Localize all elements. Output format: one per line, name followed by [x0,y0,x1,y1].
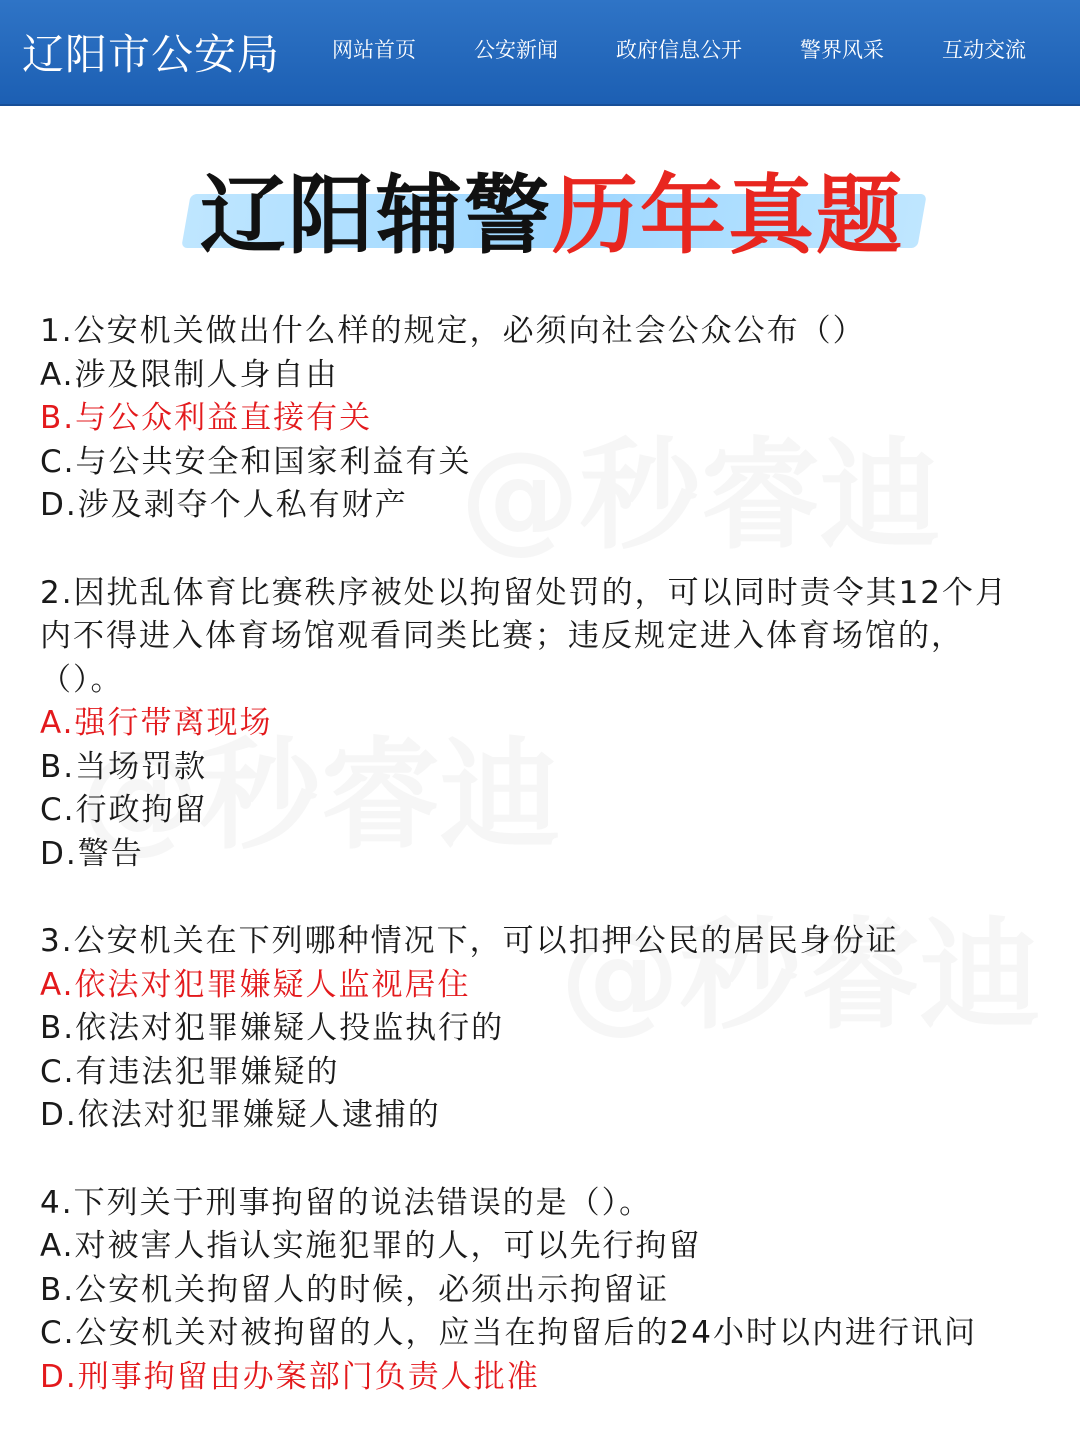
question-stem: （）。 [40,661,124,698]
question-stem: 4.下列关于刑事拘留的说法错误的是（）。 [40,1184,653,1221]
option: C.有违法犯罪嫌疑的 [40,1053,340,1090]
question-stem: 3.公安机关在下列哪种情况下，可以扣押公民的居民身份证 [40,923,899,959]
question-stem: 1.公安机关做出什么样的规定，必须向社会公众公布（） [40,313,866,349]
option: C.行政拘留 [40,792,208,828]
question-stem: 2.因扰乱体育比赛秩序被处以拘留处罚的，可以同时责令其12个月 [40,574,1009,611]
nav-item-home[interactable]: 网站首页 [332,38,416,62]
option: B.当场罚款 [40,748,208,785]
option: C.与公共安全和国家利益有关 [40,443,472,480]
question-stem: 内不得进入体育场馆观看同类比赛；违反规定进入体育场馆的， [40,618,964,654]
option: D.涉及剥夺个人私有财产 [40,487,408,523]
nav-item-police-style[interactable]: 警界风采 [800,38,884,62]
headline-banner [0,130,1080,270]
option: D.警告 [40,835,144,872]
correct-option: A.依法对犯罪嫌疑人监视居住 [40,966,471,1003]
correct-option: B.与公众利益直接有关 [40,400,373,436]
question-block [40,572,1060,877]
main-nav [332,34,1052,64]
option: C.公安机关对被拘留的人，应当在拘留后的24小时以内进行讯问 [40,1315,977,1351]
option: A.对被害人指认实施犯罪的人，可以先行拘留 [40,1228,702,1264]
question-list [40,310,1060,1443]
nav-item-info-disclosure[interactable]: 政府信息公开 [616,38,742,62]
option: B.公安机关拘留人的时候，必须出示拘留证 [40,1271,670,1308]
question-block [40,920,1060,1138]
site-title[interactable]: 辽阳市公安局 [22,30,281,79]
option: D.依法对犯罪嫌疑人逮捕的 [40,1097,441,1133]
nav-item-interaction[interactable]: 互动交流 [942,38,1026,62]
option: B.依法对犯罪嫌疑人投监执行的 [40,1010,505,1046]
headline-title [200,146,904,270]
headline-part-2: 历年真题 [552,166,904,266]
question-block [40,310,1060,528]
question-block [40,1182,1060,1400]
correct-option: A.强行带离现场 [40,705,273,741]
option: A.涉及限制人身自由 [40,356,339,393]
nav-item-news[interactable]: 公安新闻 [474,38,558,62]
headline-part-1: 辽阳辅警 [200,166,552,266]
site-header [0,0,1080,106]
correct-option: D.刑事拘留由办案部门负责人批准 [40,1358,540,1395]
